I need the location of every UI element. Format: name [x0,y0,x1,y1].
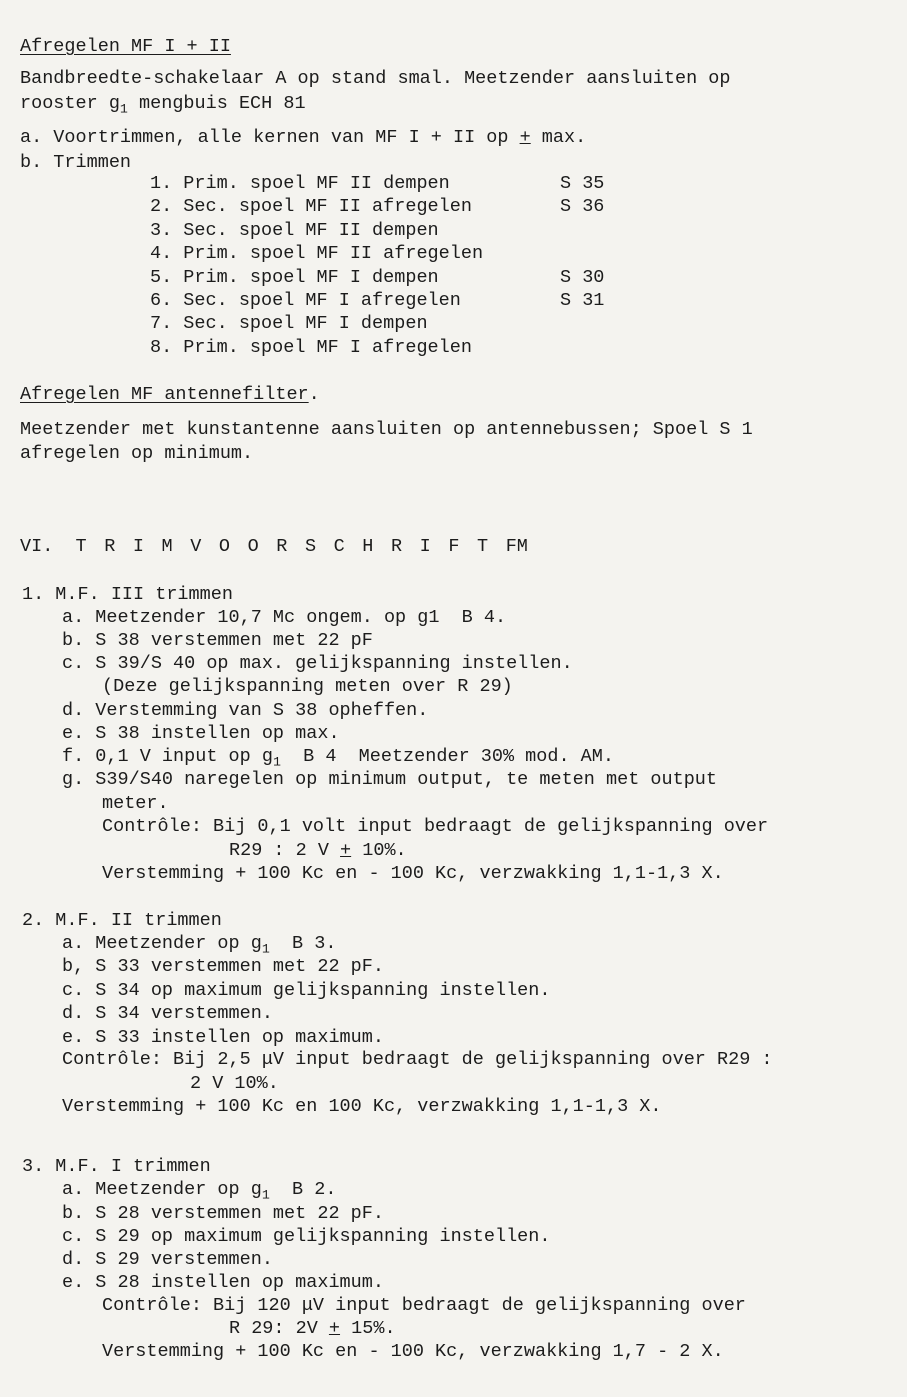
trim-step-text: 6. Sec. spoel MF I afregelen [150,290,461,311]
trim-step [150,243,483,265]
trim-step-text: 2. Sec. spoel MF II afregelen [150,196,472,218]
s2-step-b: b, S 33 verstemmen met 22 pF. [62,956,384,977]
s1-detuning: Verstemming + 100 Kc en - 100 Kc, verzwakking 1,1-1,3 X. [102,863,724,884]
s1-title: 1. M.F. III trimmen [22,584,233,605]
trim-step [150,220,439,242]
s1-step-d: d. Verstemming van S 38 opheffen. [62,700,429,721]
trim-step-text: 5. Prim. spoel MF I dempen [150,266,439,288]
antenna-line-2: afregelen op minimum. [20,443,254,464]
trim-step-text: 4. Prim. spoel MF II afregelen [150,243,484,265]
intro-line-1: Bandbreedte-schakelaar A op stand smal. Meetzender aansluiten op [20,68,731,89]
s1-step-a: a. Meetzender 10,7 Mc ongem. op g1 B 4. [62,607,507,628]
chapter-suffix: FM [505,536,528,557]
trim-step [150,337,472,359]
s3-control: Contrôle: Bij 120 μV input bedraagt de gelijkspanning over [102,1295,746,1316]
chapter-title: TRIMVOORSCHRIFT [75,536,506,557]
trim-step-text: 8. Prim. spoel MF I afregelen [150,336,472,358]
trim-step-ref: S 36 [560,196,605,218]
s1-step-b: b. S 38 verstemmen met 22 pF [62,630,373,651]
trim-step-text: 3. Sec. spoel MF II dempen [150,219,439,241]
chapter-number: VI. [20,536,54,557]
s1-step-g-cont: meter. [102,793,169,814]
trim-step [150,173,450,195]
trim-step [150,313,428,335]
trim-step-text: 1. Prim. spoel MF II dempen [150,173,450,194]
s2-step-e: e. S 33 instellen op maximum. [62,1027,384,1048]
s1-step-c: c. S 39/S 40 op max. gelijkspanning instellen. [62,653,573,674]
s2-step-d: d. S 34 verstemmen. [62,1003,273,1024]
s2-step-a: a. Meetzender op $g_1$ B 3. [62,933,337,957]
s2-step-c: c. S 34 op maximum gelijkspanning instellen. [62,980,551,1001]
s2-title: 2. M.F. II trimmen [22,910,222,931]
s1-step-f: f. 0,1 V input op $g_1$ B 4 Meetzender 30% mod. AM. [62,746,614,770]
intro-line-2: rooster $g_1$ mengbuis ECH 81 [20,93,306,117]
s3-control-value: R 29: 2V + 15%. [229,1318,396,1339]
s1-control-value: R29 : 2 V + 10%. [229,840,407,861]
s1-control: Contrôle: Bij 0,1 volt input bedraagt de gelijkspanning over [102,816,769,837]
s3-step-a: a. Meetzender op $g_1$ B 2. [62,1179,337,1203]
trim-step-text: 7. Sec. spoel MF I dempen [150,313,428,335]
s2-detuning: Verstemming + 100 Kc en 100 Kc, verzwakking 1,1-1,3 X. [62,1096,662,1117]
section-heading-mf: Afregelen MF I + II [20,36,231,57]
s3-step-b: b. S 28 verstemmen met 22 pF. [62,1203,384,1224]
trim-step-ref: S 31 [560,290,605,311]
s3-title: 3. M.F. I trimmen [22,1156,211,1177]
s3-detuning: Verstemming + 100 Kc en - 100 Kc, verzwakking 1,7 - 2 X. [102,1341,724,1362]
trim-step [150,196,472,218]
s2-control: Contrôle: Bij 2,5 μV input bedraagt de gelijkspanning over R29 : [62,1049,773,1070]
s3-step-e: e. S 28 instellen op maximum. [62,1272,384,1293]
s1-step-e: e. S 38 instellen op max. [62,723,340,744]
step-a-pretrim: a. Voortrimmen, alle kernen van MF I + II op + max. [20,127,587,148]
step-b-trim: b. Trimmen [20,152,132,173]
antenna-line-1: Meetzender met kunstantenne aansluiten op antennebussen; Spoel S 1 [20,419,753,440]
s1-step-c-note: (Deze gelijkspanning meten over R 29) [102,676,513,697]
section-heading-antenna: Afregelen MF antennefilter. [20,384,320,405]
chapter-heading [20,536,528,558]
trim-step [150,290,461,312]
trim-step-ref: S 30 [560,266,605,288]
s1-step-g: g. S39/S40 naregelen op minimum output, te meten met output [62,769,718,790]
trim-step [150,267,439,289]
s3-step-d: d. S 29 verstemmen. [62,1249,273,1270]
s3-step-c: c. S 29 op maximum gelijkspanning instellen. [62,1226,551,1247]
s2-control-value: 2 V 10%. [190,1073,279,1094]
trim-step-ref: S 35 [560,173,605,194]
